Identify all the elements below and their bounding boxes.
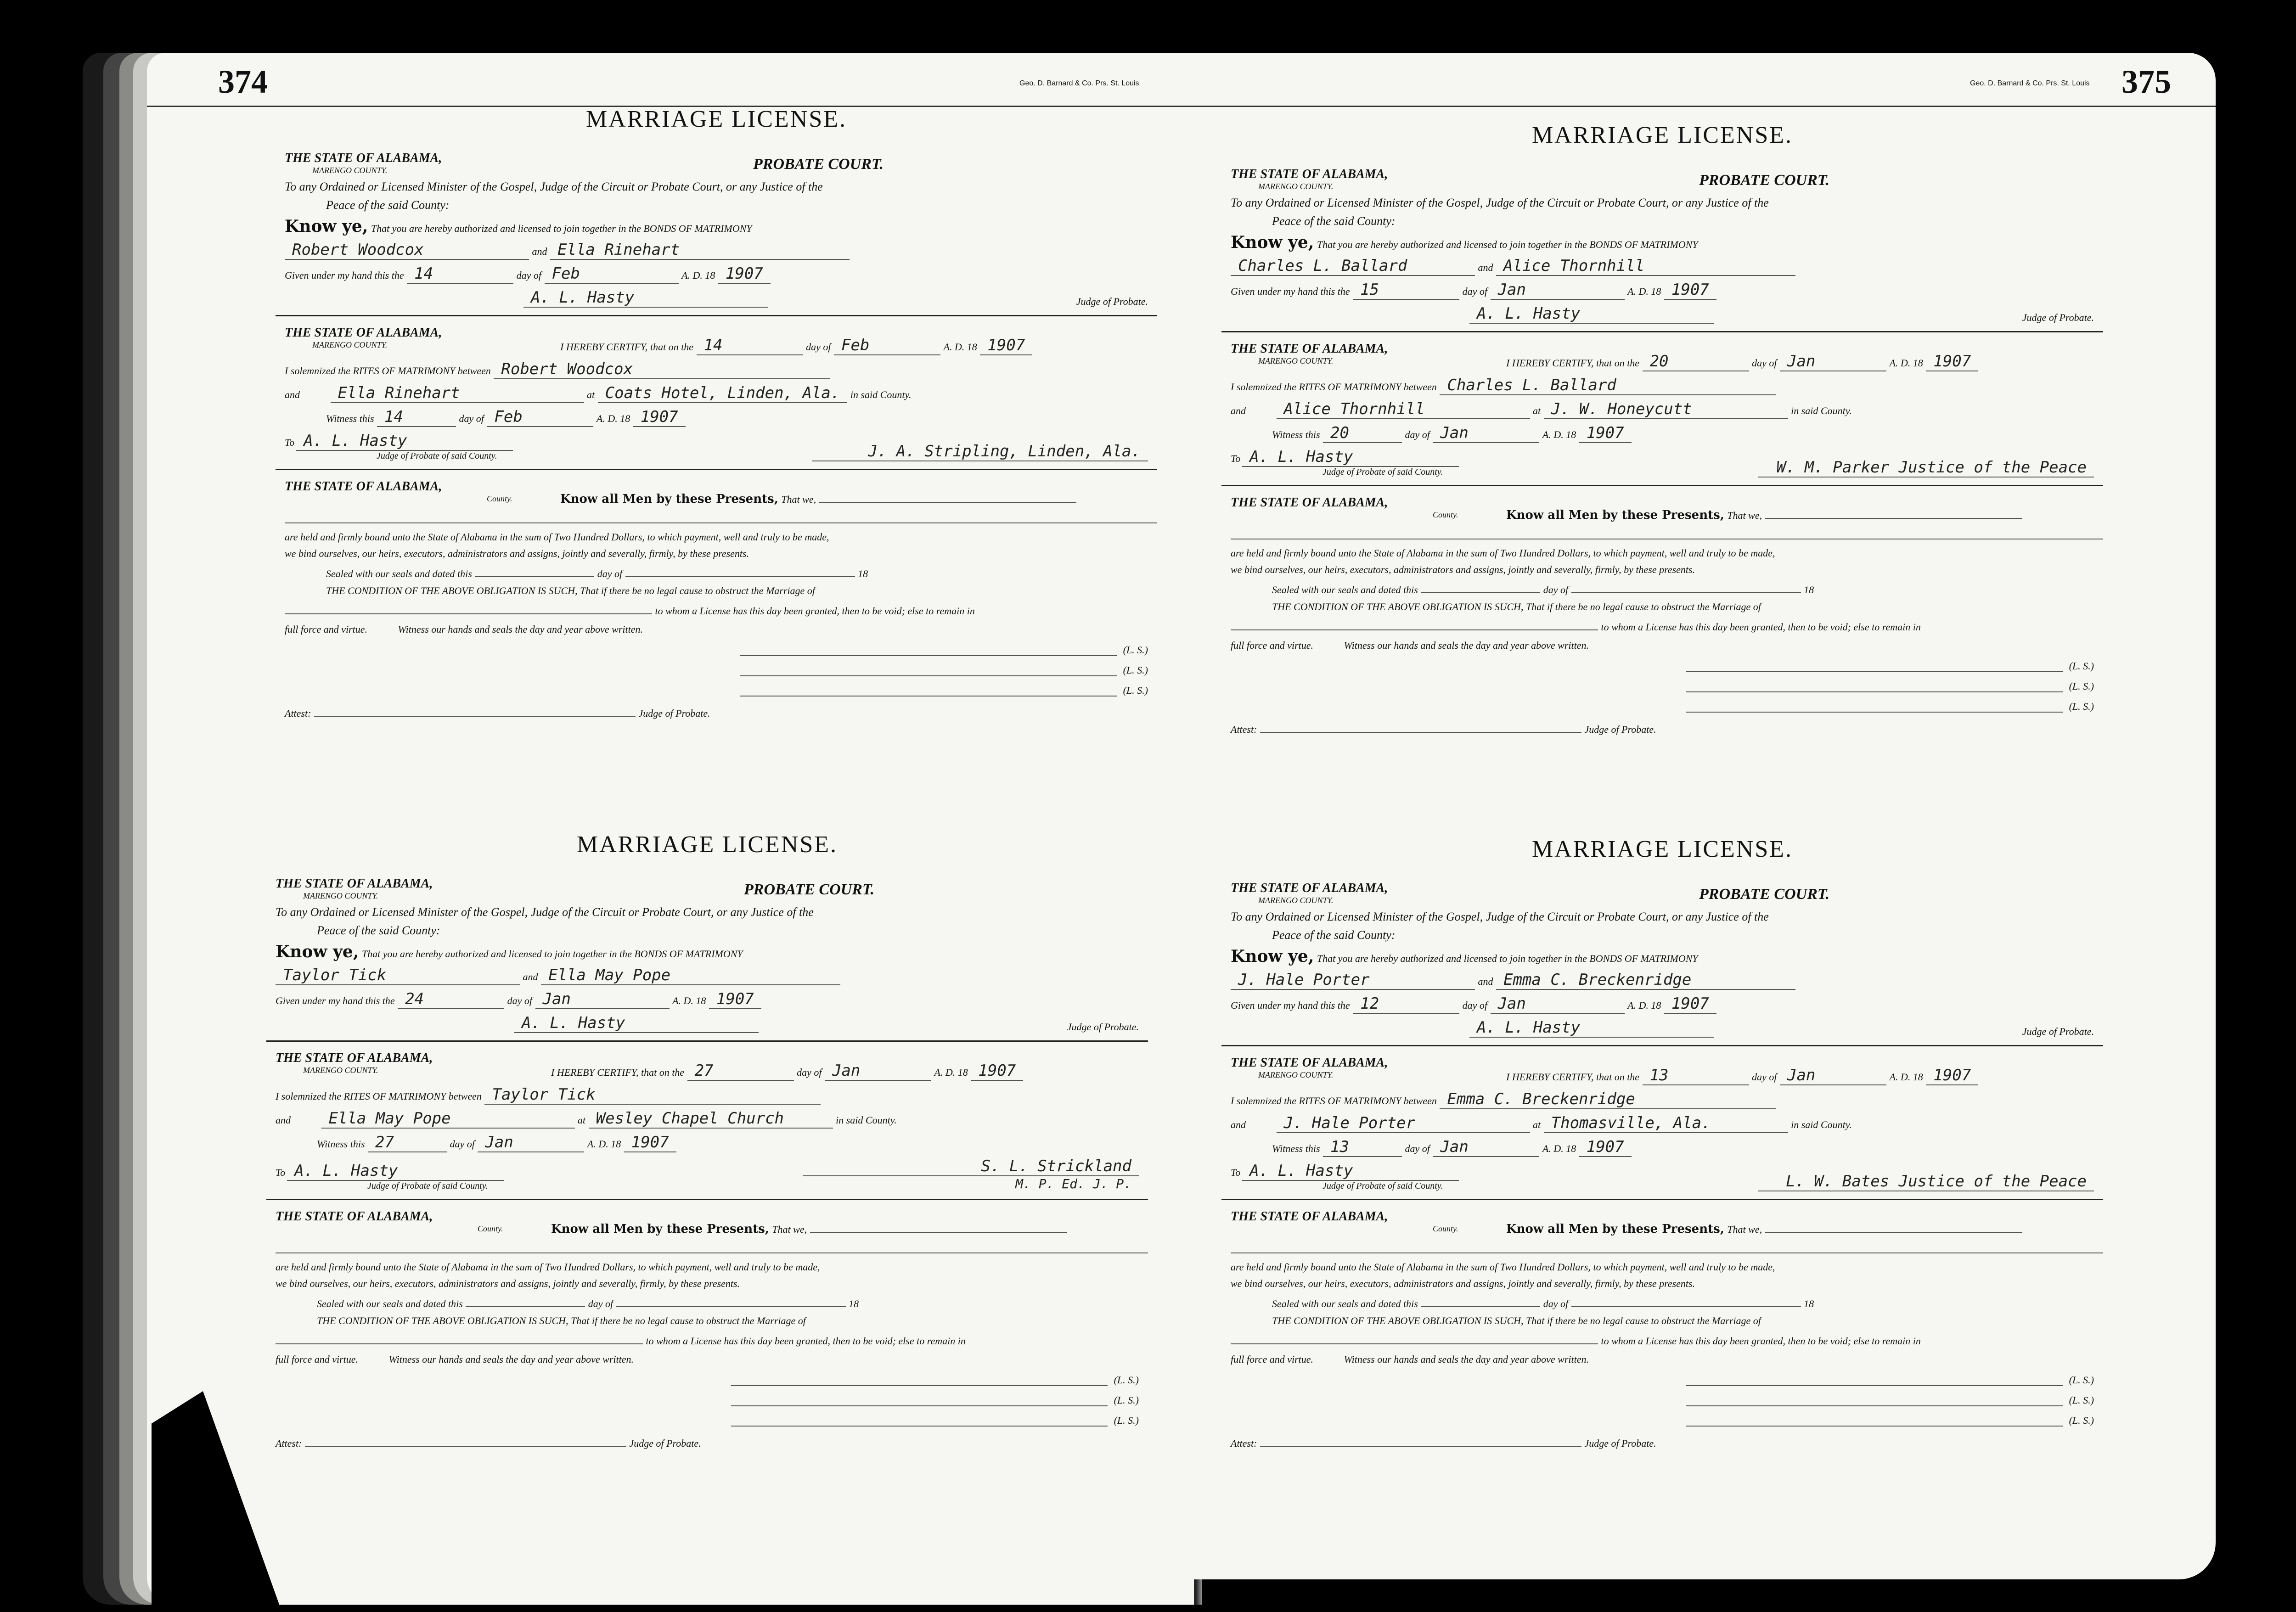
judge-of-probate-label: Judge of Probate. xyxy=(1584,1438,1656,1449)
bond-text: we bind ourselves, our heirs, executors, administrators and assigns, jointly and severally, firmly, by these presents. xyxy=(285,548,749,559)
day-of-label: day of xyxy=(1543,1298,1569,1309)
judge-signature: A. L. Hasty xyxy=(1469,1018,1714,1038)
witness-year: 1907 xyxy=(1579,1138,1632,1157)
license-title: MARRIAGE LICENSE. xyxy=(1531,122,1793,148)
to-judge-name: A. L. Hasty xyxy=(287,1162,504,1181)
officiant-signature: W. M. Parker Justice of the Peace xyxy=(1758,458,2094,477)
issue-month: Feb xyxy=(545,264,679,284)
printer-imprint-right: Geo. D. Barnard & Co. Prs. St. Louis xyxy=(1970,79,2090,87)
given-label: Given under my hand this the xyxy=(1231,286,1350,297)
to-label: To xyxy=(1231,453,1241,464)
witness-this-label: Witness this xyxy=(326,413,374,424)
know-all-men-label: Know all Men by these Presents, xyxy=(1506,1222,1724,1236)
issue-day: 24 xyxy=(398,990,504,1009)
witness-month: Jan xyxy=(1433,424,1539,443)
county-label: MARENGO COUNTY. xyxy=(1258,182,1334,191)
bond-text: we bind ourselves, our heirs, executors, administrators and assigns, jointly and severally, firmly, by these presents. xyxy=(276,1278,740,1289)
day-of-label: day of xyxy=(597,568,623,579)
issue-month: Jan xyxy=(1491,994,1625,1014)
know-ye-label: Know ye, xyxy=(1231,947,1314,966)
groom-name: Taylor Tick xyxy=(276,966,520,985)
county-label: MARENGO COUNTY. xyxy=(1258,1070,1334,1079)
ls-label: (L. S.) xyxy=(2069,1415,2094,1426)
county-label: MARENGO COUNTY. xyxy=(303,891,378,900)
ad-label: A. D. 18 xyxy=(1627,1000,1661,1011)
sealed-label: Sealed with our seals and dated this xyxy=(1272,584,1418,595)
state-heading: THE STATE OF ALABAMA, xyxy=(285,151,442,165)
condition-text: full force and virtue. xyxy=(285,623,368,635)
ad-label: A. D. 18 xyxy=(681,270,715,281)
witness-hands-text: Witness our hands and seals the day and year above written. xyxy=(1344,1354,1589,1365)
ad-label: A. D. 18 xyxy=(1889,357,1923,369)
day-of-label: day of xyxy=(1462,286,1488,297)
marriage-license xyxy=(266,831,1148,1462)
judge-signature: A. L. Hasty xyxy=(1469,304,1714,324)
sealed-label: Sealed with our seals and dated this xyxy=(1272,1298,1418,1309)
day-of-label: day of xyxy=(1752,357,1777,369)
cert-day: 13 xyxy=(1643,1066,1749,1085)
address-line: Peace of the said County: xyxy=(1272,928,1396,942)
day-of-label: day of xyxy=(459,413,484,424)
witness-day: 27 xyxy=(368,1133,447,1152)
license-title: MARRIAGE LICENSE. xyxy=(576,831,838,858)
issue-year: 1907 xyxy=(718,264,771,284)
ceremony-place: Coats Hotel, Linden, Ala. xyxy=(598,384,848,403)
condition-text: THE CONDITION OF THE ABOVE OBLIGATION IS SUCH, That if there be no legal cause to obstruct the Marriage of xyxy=(326,585,815,596)
header-rule xyxy=(1194,106,2216,107)
certify-label: I HEREBY CERTIFY, that on the xyxy=(551,1067,685,1078)
state-heading: THE STATE OF ALABAMA, xyxy=(1231,342,1388,356)
and-label: and xyxy=(523,971,538,983)
day-of-label: day of xyxy=(507,995,533,1006)
issue-day: 14 xyxy=(407,264,513,284)
party-one-name: Emma C. Breckenridge xyxy=(1440,1090,1776,1109)
judge-of-probate-label: Judge of Probate. xyxy=(2022,1026,2094,1037)
ls-label: (L. S.) xyxy=(2069,701,2094,712)
issue-day: 15 xyxy=(1353,281,1459,300)
know-all-men-label: Know all Men by these Presents, xyxy=(560,492,778,506)
cert-month: Jan xyxy=(1780,352,1886,371)
cert-year: 1907 xyxy=(1926,352,1978,371)
issue-year: 1907 xyxy=(1664,994,1716,1014)
to-label: To xyxy=(285,437,295,448)
to-label: To xyxy=(1231,1167,1241,1178)
cert-month: Jan xyxy=(825,1062,931,1081)
cert-day: 14 xyxy=(697,336,803,355)
license-section xyxy=(1221,158,2103,332)
judge-probate-county-label: Judge of Probate of said County. xyxy=(1322,467,1443,477)
know-ye-text: That you are hereby authorized and licensed to join together in the BONDS OF MATRIMONY xyxy=(361,948,743,960)
condition-text: THE CONDITION OF THE ABOVE OBLIGATION IS SUCH, That if there be no legal cause to obstruct the Marriage of xyxy=(1272,601,1761,612)
state-heading: THE STATE OF ALABAMA, xyxy=(1231,495,1388,510)
county-label: County. xyxy=(478,1224,503,1233)
ls-label: (L. S.) xyxy=(1123,685,1148,696)
ls-label: (L. S.) xyxy=(2069,680,2094,692)
know-all-men-label: Know all Men by these Presents, xyxy=(551,1222,769,1236)
at-label: at xyxy=(1533,405,1541,416)
bond-section xyxy=(276,470,1157,732)
that-we-label: That we, xyxy=(772,1224,807,1235)
county-label: MARENGO COUNTY. xyxy=(1258,896,1334,905)
address-line: To any Ordained or Licensed Minister of the Gospel, Judge of the Circuit or Probate Court, or any Justice of the xyxy=(1231,196,1769,209)
solemnized-label: I solemnized the RITES OF MATRIMONY between xyxy=(285,365,491,376)
bride-name: Ella Rinehart xyxy=(550,241,850,260)
address-line: Peace of the said County: xyxy=(1272,214,1396,228)
condition-text: to whom a License has this day been granted, then to be void; else to remain in xyxy=(646,1335,966,1347)
groom-name: J. Hale Porter xyxy=(1231,971,1475,990)
and-label: and xyxy=(1478,262,1493,273)
cert-day: 27 xyxy=(687,1062,794,1081)
license-title: MARRIAGE LICENSE. xyxy=(1531,836,1793,862)
day-of-label: day of xyxy=(1543,584,1569,595)
ad-label: A. D. 18 xyxy=(1889,1071,1923,1083)
party-one-name: Charles L. Ballard xyxy=(1440,376,1776,395)
party-two-name: Ella May Pope xyxy=(321,1109,575,1129)
ls-label: (L. S.) xyxy=(1114,1394,1139,1406)
ls-label: (L. S.) xyxy=(2069,1394,2094,1406)
certificate-section xyxy=(1221,332,2103,486)
license-section xyxy=(1221,872,2103,1046)
know-ye-label: Know ye, xyxy=(276,942,359,961)
condition-text: to whom a License has this day been granted, then to be void; else to remain in xyxy=(1601,1335,1921,1347)
bond-section xyxy=(266,1200,1148,1462)
license-section xyxy=(266,867,1148,1042)
issue-year: 1907 xyxy=(709,990,761,1009)
ad-label: A. D. 18 xyxy=(587,1138,621,1150)
marriage-license xyxy=(1221,836,2103,1462)
cert-year: 1907 xyxy=(1926,1066,1978,1085)
bond-section xyxy=(1221,486,2103,748)
and-label: and xyxy=(1478,976,1493,987)
witness-this-label: Witness this xyxy=(317,1138,365,1150)
officiant-signature: L. W. Bates Justice of the Peace xyxy=(1758,1172,2094,1191)
address-line: To any Ordained or Licensed Minister of the Gospel, Judge of the Circuit or Probate Court, or any Justice of the xyxy=(285,180,823,193)
attest-label: Attest: xyxy=(276,1438,302,1449)
know-all-men-label: Know all Men by these Presents, xyxy=(1506,508,1724,522)
that-we-label: That we, xyxy=(781,494,816,505)
day-of-label: day of xyxy=(1405,429,1430,440)
solemnized-label: I solemnized the RITES OF MATRIMONY between xyxy=(1231,381,1437,393)
judge-probate-county-label: Judge of Probate of said County. xyxy=(1322,1181,1443,1191)
cert-month: Jan xyxy=(1780,1066,1886,1085)
judge-probate-county-label: Judge of Probate of said County. xyxy=(377,451,497,461)
condition-text: to whom a License has this day been granted, then to be void; else to remain in xyxy=(655,605,975,617)
ad-label: A. D. 18 xyxy=(934,1067,968,1078)
ls-label: (L. S.) xyxy=(2069,660,2094,672)
given-label: Given under my hand this the xyxy=(285,270,404,281)
address-line: To any Ordained or Licensed Minister of the Gospel, Judge of the Circuit or Probate Court, or any Justice of the xyxy=(1231,910,1769,923)
in-said-county-label: in said County. xyxy=(1791,405,1852,416)
solemnized-label: I solemnized the RITES OF MATRIMONY between xyxy=(276,1090,482,1102)
state-heading: THE STATE OF ALABAMA, xyxy=(276,1051,433,1065)
groom-name: Charles L. Ballard xyxy=(1231,257,1475,276)
attest-label: Attest: xyxy=(285,708,311,719)
witness-month: Feb xyxy=(487,408,593,427)
witness-year: 1907 xyxy=(1579,424,1632,443)
judge-of-probate-label: Judge of Probate. xyxy=(638,708,710,719)
that-we-label: That we, xyxy=(1727,1224,1762,1235)
court-heading: PROBATE COURT. xyxy=(1699,172,1830,189)
cert-year: 1907 xyxy=(980,336,1032,355)
day-of-label: day of xyxy=(806,341,831,353)
certificate-section xyxy=(276,316,1157,470)
certify-label: I HEREBY CERTIFY, that on the xyxy=(1506,357,1640,369)
condition-text: to whom a License has this day been granted, then to be void; else to remain in xyxy=(1601,621,1921,633)
address-line: Peace of the said County: xyxy=(326,198,450,212)
cert-day: 20 xyxy=(1643,352,1749,371)
county-label: MARENGO COUNTY. xyxy=(312,166,388,175)
state-heading: THE STATE OF ALABAMA, xyxy=(276,876,433,891)
issue-day: 12 xyxy=(1353,994,1459,1014)
page-number-right: 375 xyxy=(2122,63,2171,100)
day-of-label: day of xyxy=(1752,1071,1777,1083)
in-said-county-label: in said County. xyxy=(836,1114,897,1126)
judge-of-probate-label: Judge of Probate. xyxy=(629,1438,701,1449)
at-label: at xyxy=(578,1114,586,1126)
license-title: MARRIAGE LICENSE. xyxy=(585,106,847,132)
year-prefix: 18 xyxy=(1804,584,1814,595)
condition-text: full force and virtue. xyxy=(1231,1354,1314,1365)
in-said-county-label: in said County. xyxy=(1791,1119,1852,1130)
state-heading: THE STATE OF ALABAMA, xyxy=(1231,881,1388,895)
ls-label: (L. S.) xyxy=(1114,1374,1139,1386)
court-heading: PROBATE COURT. xyxy=(1699,886,1830,903)
to-judge-name: A. L. Hasty xyxy=(1242,1162,1459,1181)
day-of-label: day of xyxy=(797,1067,822,1078)
officiant-title: M. P. Ed. J. P. xyxy=(1015,1176,1131,1191)
state-heading: THE STATE OF ALABAMA, xyxy=(1231,167,1388,181)
ad-label: A. D. 18 xyxy=(1542,1143,1576,1154)
year-prefix: 18 xyxy=(858,568,868,579)
witness-day: 20 xyxy=(1323,424,1402,443)
condition-text: full force and virtue. xyxy=(1231,640,1314,651)
ad-label: A. D. 18 xyxy=(943,341,977,353)
condition-text: THE CONDITION OF THE ABOVE OBLIGATION IS SUCH, That if there be no legal cause to obstruct the Marriage of xyxy=(317,1315,806,1326)
ceremony-place: Wesley Chapel Church xyxy=(589,1109,833,1129)
issue-year: 1907 xyxy=(1664,281,1716,300)
witness-year: 1907 xyxy=(624,1133,676,1152)
certify-label: I HEREBY CERTIFY, that on the xyxy=(560,341,694,353)
groom-name: Robert Woodcox xyxy=(285,241,529,260)
to-judge-name: A. L. Hasty xyxy=(296,432,513,451)
bride-name: Alice Thornhill xyxy=(1496,257,1795,276)
day-of-label: day of xyxy=(450,1138,475,1150)
ad-label: A. D. 18 xyxy=(596,413,630,424)
judge-of-probate-label: Judge of Probate. xyxy=(1584,724,1656,735)
judge-signature: A. L. Hasty xyxy=(523,288,768,308)
county-label: MARENGO COUNTY. xyxy=(303,1066,378,1075)
certify-label: I HEREBY CERTIFY, that on the xyxy=(1506,1071,1640,1083)
witness-this-label: Witness this xyxy=(1272,429,1320,440)
address-line: Peace of the said County: xyxy=(317,924,440,937)
witness-month: Jan xyxy=(1433,1138,1539,1157)
issue-month: Jan xyxy=(1491,281,1625,300)
state-heading: THE STATE OF ALABAMA, xyxy=(276,1209,433,1224)
party-two-name: Ella Rinehart xyxy=(331,384,584,403)
county-label: County. xyxy=(487,494,512,503)
bond-text: are held and firmly bound unto the State of Alabama in the sum of Two Hundred Dollars, to which payment, well and truly to be made, xyxy=(276,1261,820,1273)
bond-text: are held and firmly bound unto the State of Alabama in the sum of Two Hundred Dollars, to which payment, well and truly to be made, xyxy=(1231,1261,1775,1273)
party-one-name: Robert Woodcox xyxy=(494,360,830,379)
and-label: and xyxy=(1231,405,1246,416)
witness-year: 1907 xyxy=(633,408,686,427)
cert-year: 1907 xyxy=(971,1062,1023,1081)
bond-text: are held and firmly bound unto the State of Alabama in the sum of Two Hundred Dollars, to which payment, well and truly to be made, xyxy=(1231,547,1775,559)
in-said-county-label: in said County. xyxy=(850,389,912,400)
know-ye-text: That you are hereby authorized and licensed to join together in the BONDS OF MATRIMONY xyxy=(1317,953,1698,964)
attest-label: Attest: xyxy=(1231,1438,1257,1449)
day-of-label: day of xyxy=(1462,1000,1488,1011)
judge-of-probate-label: Judge of Probate. xyxy=(1067,1021,1139,1033)
ls-label: (L. S.) xyxy=(1123,644,1148,656)
county-label: County. xyxy=(1433,1224,1458,1233)
ls-label: (L. S.) xyxy=(1123,664,1148,676)
ad-label: A. D. 18 xyxy=(672,995,706,1006)
county-label: MARENGO COUNTY. xyxy=(312,340,388,349)
bride-name: Emma C. Breckenridge xyxy=(1496,971,1795,990)
court-heading: PROBATE COURT. xyxy=(753,156,884,173)
ls-label: (L. S.) xyxy=(1114,1415,1139,1426)
witness-hands-text: Witness our hands and seals the day and year above written. xyxy=(388,1354,634,1365)
condition-text: THE CONDITION OF THE ABOVE OBLIGATION IS SUCH, That if there be no legal cause to obstruct the Marriage of xyxy=(1272,1315,1761,1326)
party-two-name: Alice Thornhill xyxy=(1277,400,1530,419)
issue-month: Jan xyxy=(535,990,670,1009)
officiant-signature: S. L. Strickland xyxy=(803,1157,1139,1176)
know-ye-text: That you are hereby authorized and licensed to join together in the BONDS OF MATRIMONY xyxy=(371,223,752,234)
bond-text: we bind ourselves, our heirs, executors, administrators and assigns, jointly and severally, firmly, by these presents. xyxy=(1231,1278,1695,1289)
county-label: MARENGO COUNTY. xyxy=(1258,356,1334,365)
know-ye-label: Know ye, xyxy=(285,217,368,236)
ls-label: (L. S.) xyxy=(2069,1374,2094,1386)
ceremony-place: Thomasville, Ala. xyxy=(1544,1114,1788,1133)
certificate-section xyxy=(1221,1046,2103,1200)
officiant-signature: J. A. Stripling, Linden, Ala. xyxy=(812,442,1148,461)
know-ye-text: That you are hereby authorized and licensed to join together in the BONDS OF MATRIMONY xyxy=(1317,239,1698,250)
at-label: at xyxy=(1533,1119,1541,1130)
judge-signature: A. L. Hasty xyxy=(514,1014,759,1033)
given-label: Given under my hand this the xyxy=(1231,1000,1350,1011)
county-label: County. xyxy=(1433,510,1458,519)
state-heading: THE STATE OF ALABAMA, xyxy=(1231,1056,1388,1070)
and-label: and xyxy=(276,1114,291,1126)
ceremony-place: J. W. Honeycutt xyxy=(1544,400,1788,419)
address-line: To any Ordained or Licensed Minister of the Gospel, Judge of the Circuit or Probate Court, or any Justice of the xyxy=(276,905,814,919)
party-two-name: J. Hale Porter xyxy=(1277,1114,1530,1133)
know-ye-label: Know ye, xyxy=(1231,233,1314,252)
court-heading: PROBATE COURT. xyxy=(744,881,875,898)
judge-probate-county-label: Judge of Probate of said County. xyxy=(367,1181,488,1191)
witness-hands-text: Witness our hands and seals the day and year above written. xyxy=(398,623,643,635)
party-one-name: Taylor Tick xyxy=(484,1085,821,1105)
bride-name: Ella May Pope xyxy=(541,966,840,985)
attest-label: Attest: xyxy=(1231,724,1257,735)
solemnized-label: I solemnized the RITES OF MATRIMONY between xyxy=(1231,1095,1437,1106)
and-label: and xyxy=(285,389,300,400)
given-label: Given under my hand this the xyxy=(276,995,395,1006)
witness-day: 14 xyxy=(377,408,456,427)
witness-hands-text: Witness our hands and seals the day and year above written. xyxy=(1344,640,1589,651)
page-number-left: 374 xyxy=(218,63,268,100)
and-label: and xyxy=(532,246,547,257)
ad-label: A. D. 18 xyxy=(1542,429,1576,440)
year-prefix: 18 xyxy=(1804,1298,1814,1309)
witness-this-label: Witness this xyxy=(1272,1143,1320,1154)
state-heading: THE STATE OF ALABAMA, xyxy=(285,479,442,494)
and-label: and xyxy=(1231,1119,1246,1130)
at-label: at xyxy=(587,389,595,400)
bond-text: are held and firmly bound unto the State of Alabama in the sum of Two Hundred Dollars, to which payment, well and truly to be made, xyxy=(285,531,829,543)
judge-of-probate-label: Judge of Probate. xyxy=(1076,296,1148,307)
certificate-section xyxy=(266,1042,1148,1200)
ad-label: A. D. 18 xyxy=(1627,286,1661,297)
day-of-label: day of xyxy=(516,270,542,281)
bond-text: we bind ourselves, our heirs, executors, administrators and assigns, jointly and severally, firmly, by these presents. xyxy=(1231,564,1695,575)
judge-of-probate-label: Judge of Probate. xyxy=(2022,312,2094,323)
marriage-license xyxy=(1221,122,2103,748)
day-of-label: day of xyxy=(588,1298,613,1309)
sealed-label: Sealed with our seals and dated this xyxy=(326,568,472,579)
witness-day: 13 xyxy=(1323,1138,1402,1157)
witness-month: Jan xyxy=(478,1133,584,1152)
printer-imprint-left: Geo. D. Barnard & Co. Prs. St. Louis xyxy=(1019,79,1139,87)
cert-month: Feb xyxy=(834,336,940,355)
bond-section xyxy=(1221,1200,2103,1462)
to-judge-name: A. L. Hasty xyxy=(1242,448,1459,467)
state-heading: THE STATE OF ALABAMA, xyxy=(1231,1209,1388,1224)
sealed-label: Sealed with our seals and dated this xyxy=(317,1298,463,1309)
year-prefix: 18 xyxy=(849,1298,859,1309)
marriage-license xyxy=(276,106,1157,732)
license-section xyxy=(276,142,1157,316)
state-heading: THE STATE OF ALABAMA, xyxy=(285,326,442,340)
to-label: To xyxy=(276,1167,286,1178)
day-of-label: day of xyxy=(1405,1143,1430,1154)
that-we-label: That we, xyxy=(1727,510,1762,521)
condition-text: full force and virtue. xyxy=(276,1354,359,1365)
